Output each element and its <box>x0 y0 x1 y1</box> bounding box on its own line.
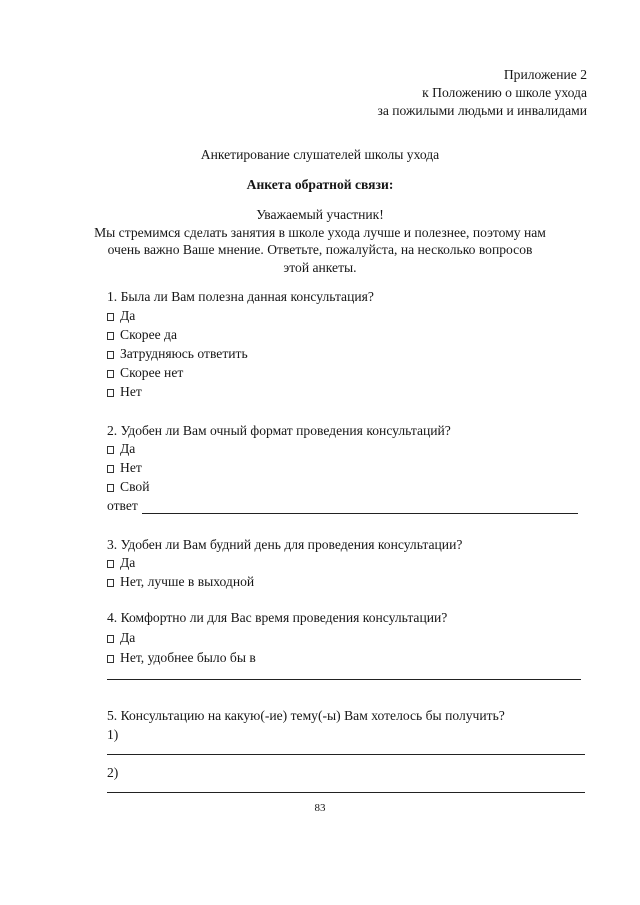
option-label: Затрудняюсь ответить <box>120 346 248 361</box>
option-label: Скорее нет <box>120 365 184 380</box>
q2-option-yes[interactable] <box>107 439 135 458</box>
q2-answer-label: ответ <box>107 498 138 513</box>
q5-item-1: 1) <box>107 727 119 742</box>
checkbox-icon[interactable] <box>107 389 114 397</box>
option-label: Скорее да <box>120 327 177 342</box>
option-label: Да <box>120 555 136 570</box>
q1-option-rather-yes[interactable] <box>107 325 177 344</box>
q1-option-no[interactable] <box>107 382 142 401</box>
question-4-text: 4. Комфортно ли для Вас время проведения консультации? <box>107 610 448 625</box>
q5-item-2: 2) <box>107 765 119 780</box>
form-title: Анкета обратной связи: <box>246 177 394 192</box>
option-label: Да <box>120 308 136 323</box>
checkbox-icon[interactable] <box>107 370 114 378</box>
survey-title: Анкетирование слушателей школы ухода <box>200 147 440 162</box>
checkbox-icon[interactable] <box>107 655 114 663</box>
question-1-text: 1. Была ли Вам полезна данная консультация? <box>107 289 374 304</box>
checkbox-icon[interactable] <box>107 465 114 473</box>
option-label: Да <box>120 630 136 645</box>
q1-option-unsure[interactable] <box>107 344 248 363</box>
q3-option-yes[interactable] <box>107 553 135 572</box>
option-label: Нет <box>120 460 142 475</box>
checkbox-icon[interactable] <box>107 446 114 454</box>
appendix-line-2: к Положению о школе ухода <box>422 85 587 100</box>
question-2-text: 2. Удобен ли Вам очный формат проведения консультаций? <box>107 423 451 438</box>
intro-line-1: Мы стремимся сделать занятия в школе ухода лучше и полезнее, поэтому нам <box>94 224 546 240</box>
q2-answer-line[interactable] <box>142 513 578 514</box>
q5-answer-line-1[interactable] <box>107 754 585 755</box>
q4-option-other-time[interactable] <box>107 648 256 667</box>
intro-text <box>0 206 640 276</box>
intro-line-2: очень важно Ваше мнение. Ответьте, пожалуйста, на несколько вопросов <box>107 242 533 258</box>
q1-option-yes[interactable] <box>107 306 135 325</box>
checkbox-icon[interactable] <box>107 351 114 359</box>
q2-option-own[interactable] <box>107 477 149 496</box>
option-label: Нет <box>120 384 142 399</box>
checkbox-icon[interactable] <box>107 484 114 492</box>
intro-line-3: этой анкеты. <box>283 259 357 275</box>
intro-greeting: Уважаемый участник! <box>256 207 384 222</box>
page-number: 83 <box>314 802 326 814</box>
appendix-line-3: за пожилыми людьми и инвалидами <box>377 103 587 118</box>
option-label: Нет, лучше в выходной <box>120 574 255 589</box>
option-label: Нет, удобнее было бы в <box>120 650 256 665</box>
appendix-line-1: Приложение 2 <box>503 67 587 82</box>
q2-option-no[interactable] <box>107 458 142 477</box>
checkbox-icon[interactable] <box>107 579 114 587</box>
checkbox-icon[interactable] <box>107 313 114 321</box>
checkbox-icon[interactable] <box>107 635 114 643</box>
question-3-text: 3. Удобен ли Вам будний день для проведения консультации? <box>107 537 463 552</box>
appendix-header <box>377 66 587 120</box>
checkbox-icon[interactable] <box>107 560 114 568</box>
question-5-text: 5. Консультацию на какую(-ие) тему(-ы) Вам хотелось бы получить? <box>107 708 505 723</box>
q1-option-rather-no[interactable] <box>107 363 183 382</box>
option-label: Свой <box>120 479 150 494</box>
checkbox-icon[interactable] <box>107 332 114 340</box>
q4-answer-line[interactable] <box>107 679 581 680</box>
option-label: Да <box>120 441 136 456</box>
q5-answer-line-2[interactable] <box>107 792 585 793</box>
q4-option-yes[interactable] <box>107 628 135 647</box>
q3-option-weekend[interactable] <box>107 572 254 591</box>
